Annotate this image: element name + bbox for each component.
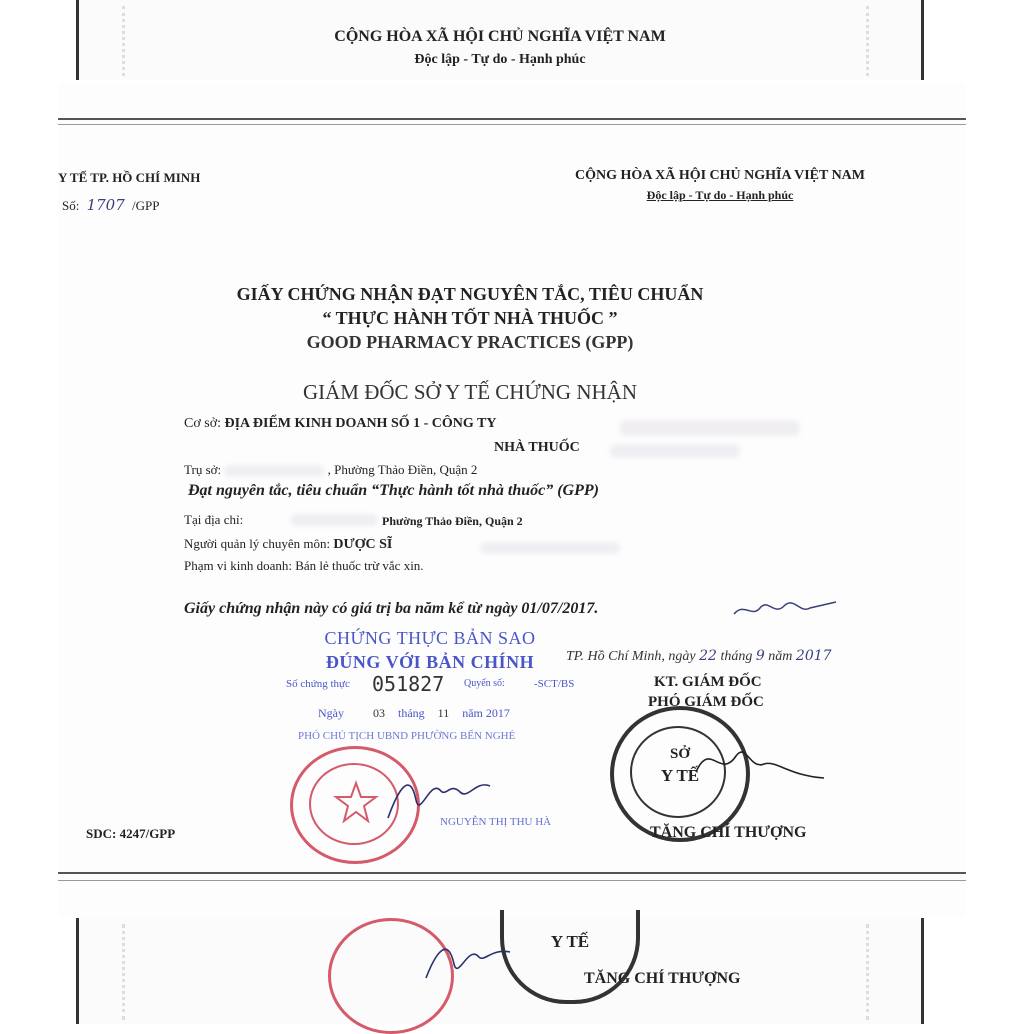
issue-date xyxy=(318,706,510,721)
perforation-left-bottom xyxy=(122,924,135,1020)
facility-label: Cơ sở: xyxy=(184,416,221,431)
certificate-title-line3: GOOD PHARMACY PRACTICES (GPP) xyxy=(306,332,634,352)
motto: Độc lập - Tự do - Hạnh phúc xyxy=(646,188,794,202)
perforation-left xyxy=(122,6,135,76)
certificate-title-line2: “ THỰC HÀNH TỐT NHÀ THUỐC ” xyxy=(322,308,618,328)
signer-role-line1: KT. GIÁM ĐỐC xyxy=(654,674,762,690)
number-value: 1707 xyxy=(86,196,125,214)
hq-row xyxy=(184,462,477,478)
top-country-heading: CỘNG HÒA XÃ HỘI CHỦ NGHĨA VIỆT NAM xyxy=(334,28,666,45)
director-signature xyxy=(690,720,830,800)
top-rule-thin xyxy=(58,124,966,125)
perforation-right xyxy=(866,6,879,76)
manager-label: Người quản lý chuyên môn: xyxy=(184,536,331,551)
redacted-address-street xyxy=(290,514,378,526)
number-suffix: /GPP xyxy=(132,198,160,213)
cert-number-value: 051827 xyxy=(372,672,445,696)
standard-statement: Đạt nguyên tắc, tiêu chuẩn “Thực hành tốt nhà thuốc” (GPP) xyxy=(188,482,599,499)
day-value: 03 xyxy=(373,706,385,720)
bottom-rule-thin xyxy=(58,880,966,881)
certificate-title-line4: GIÁM ĐỐC SỞ Y TẾ CHỨNG NHẬN xyxy=(302,380,638,404)
facility-row xyxy=(184,416,496,432)
year-label: năm 2017 xyxy=(462,706,510,720)
hq-label: Trụ sở: xyxy=(184,462,222,477)
top-motto: Độc lập - Tự do - Hạnh phúc xyxy=(414,52,586,67)
redacted-company-name xyxy=(620,420,800,436)
sign-year-label: năm xyxy=(768,649,793,664)
validity-statement: Giấy chứng nhận này có giá trị ba năm kể từ ngày 01/07/2017. xyxy=(184,600,599,617)
sign-day: 22 xyxy=(699,648,717,664)
bottom-signer-name: TĂNG CHÍ THƯỢNG xyxy=(584,970,741,987)
initials-signature xyxy=(730,596,840,624)
hq-value: , Phường Thảo Điền, Quận 2 xyxy=(327,462,478,477)
bottom-rule xyxy=(58,872,966,874)
certified-copy-subtitle: ĐÚNG VỚI BẢN CHÍNH xyxy=(325,652,535,672)
sign-month-label: tháng xyxy=(720,649,753,664)
document-number xyxy=(62,196,160,214)
bottom-seal-text: Y TẾ xyxy=(550,932,590,951)
seal-text-line1: SỞ xyxy=(669,746,690,762)
scope-value: Bán lẻ thuốc trừ vắc xin. xyxy=(295,558,424,573)
day-label: Ngày xyxy=(318,706,344,720)
issuer-heading: Y TẾ TP. HỒ CHÍ MINH xyxy=(58,170,201,185)
certified-copy-title: CHỨNG THỰC BẢN SAO xyxy=(324,628,536,648)
signer-role-line2: PHÓ GIÁM ĐỐC xyxy=(648,694,764,710)
signer-name: TĂNG CHÍ THƯỢNG xyxy=(650,824,807,841)
bottom-official-signature xyxy=(420,928,520,988)
perforation-right-bottom xyxy=(866,924,879,1020)
cert-number-label: Số chứng thực xyxy=(286,678,350,690)
redacted-hq-street xyxy=(224,465,324,477)
number-label: Số: xyxy=(62,198,80,213)
address-label: Tại địa chỉ: xyxy=(184,512,244,527)
official-title: PHÓ CHỦ TỊCH UBND PHƯỜNG BẾN NGHÉ xyxy=(298,730,516,742)
scope-label: Phạm vi kinh doanh: xyxy=(184,558,292,573)
book-label: Quyển số: xyxy=(464,678,505,689)
address-value: Phường Thảo Điền, Quận 2 xyxy=(382,514,523,528)
certificate-title-line1: GIẤY CHỨNG NHẬN ĐẠT NGUYÊN TẮC, TIÊU CHUẨN xyxy=(236,284,704,304)
manager-row xyxy=(184,536,392,553)
facility-value-line2: NHÀ THUỐC xyxy=(494,440,580,455)
redacted-pharmacy-name xyxy=(610,444,740,458)
manager-value: DƯỢC SĨ xyxy=(333,537,393,552)
sign-year: 2017 xyxy=(795,648,832,664)
seal-text-line2: Y TẾ xyxy=(660,766,700,785)
top-rule xyxy=(58,118,966,120)
place-date-prefix: TP. Hồ Chí Minh, ngày xyxy=(566,649,696,664)
book-value: -SCT/BS xyxy=(534,678,575,690)
place-and-date xyxy=(566,648,832,665)
country-heading: CỘNG HÒA XÃ HỘI CHỦ NGHĨA VIỆT NAM xyxy=(574,168,865,183)
month-label: tháng xyxy=(398,706,425,720)
official-name: NGUYỄN THỊ THU HÀ xyxy=(440,816,552,828)
month-value: 11 xyxy=(437,706,450,720)
facility-value: ĐỊA ĐIỂM KINH DOANH SỐ 1 - CÔNG TY xyxy=(224,416,497,431)
scope-row xyxy=(184,558,424,574)
sdc-number: SDC: 4247/GPP xyxy=(86,826,176,841)
sign-month: 9 xyxy=(755,648,765,664)
redacted-manager-name xyxy=(480,542,620,554)
